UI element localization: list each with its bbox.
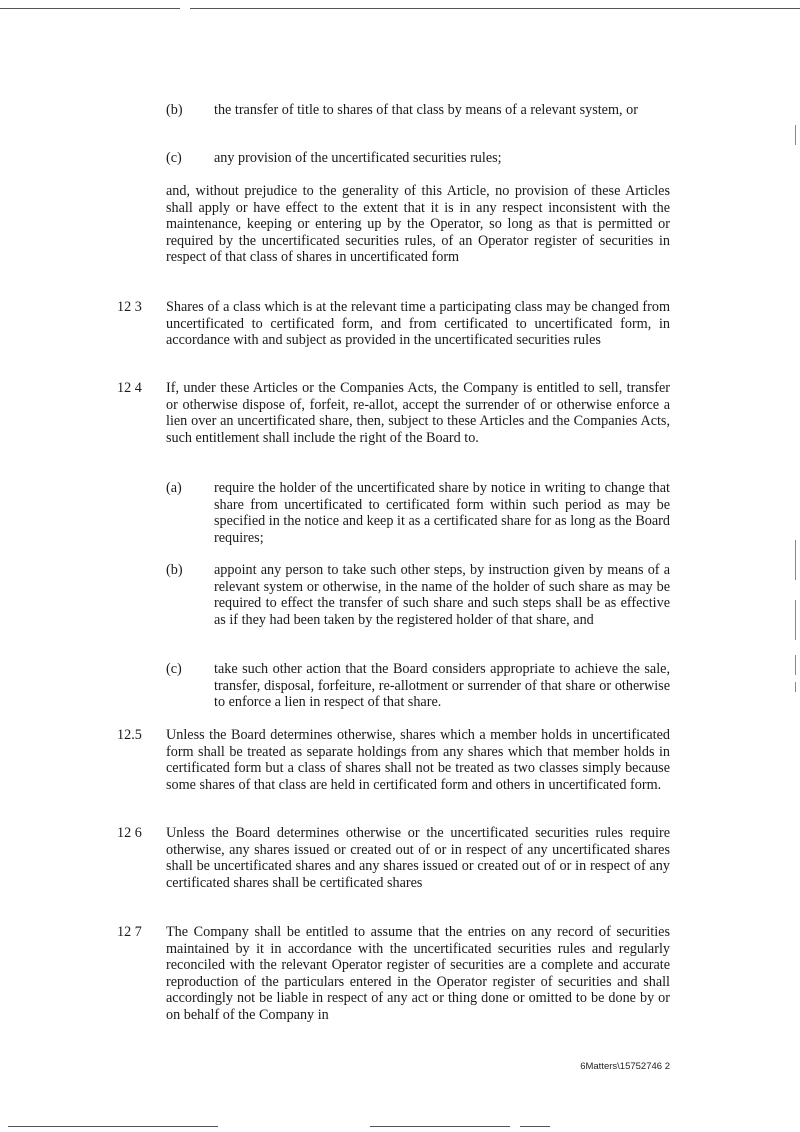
paragraph: and, without prejudice to the generality of this Article, no provision of these Articles shall apply or have effect to the extent that it is in any respect inconsistent with the maintenance, keeping or entering up by the Operator, so long as that is permitted or required by the uncertificated securities rules, of an Operator register of securities in respect of that class of shares in uncertificated form [166, 183, 670, 266]
clause-number: 12 7 [117, 924, 142, 940]
top-rule-left [0, 8, 180, 9]
list-label: (b) [166, 102, 183, 118]
list-item-text: appoint any person to take such other steps, by instruction given by means of a relevant system or otherwise, in the name of the holder of such share as may be required to effect the transfer of such share and such steps shall be as effective as if they had been taken by the registered holder of that share, and [214, 562, 670, 628]
margin-mark [795, 125, 796, 145]
list-item-text: require the holder of the uncertificated share by notice in writing to change that share from uncertificated to certificated form within such period as may be specified in the notice and keep it as a certificated share for as long as the Board requires; [214, 480, 670, 546]
list-label: (b) [166, 562, 183, 578]
list-label: (c) [166, 150, 182, 166]
bottom-rule-right [520, 1126, 550, 1127]
margin-mark [795, 600, 796, 640]
top-rule-right [190, 8, 800, 9]
list-label: (c) [166, 661, 182, 677]
list-label: (a) [166, 480, 182, 496]
clause-number: 12.5 [117, 727, 142, 743]
clause-number: 12 4 [117, 380, 142, 396]
clause-text: If, under these Articles or the Companies Acts, the Company is entitled to sell, transfer or otherwise dispose of, forfeit, re-allot, accept the surrender of or otherwise enforce a lien over an uncertificated share, then, subject to these Articles and the Companies Acts, such entitlement shall include the right of the Board to. [166, 380, 670, 446]
clause-text: Unless the Board determines otherwise or the uncertificated securities rules require otherwise, any shares issued or created out of or in respect of any uncertificated shares shall be uncertificated shares and any shares issued or created out of or in respect of any certificated shares shall be certificated shares [166, 825, 670, 891]
clause-text: Unless the Board determines otherwise, shares which a member holds in uncertificated form shall be treated as separate holdings from any shares which that member holds in certificated form but a class of shares shall not be treated as two classes simply because some shares of that class are held in certificated form and others in uncertificated form. [166, 727, 670, 793]
clause-text: The Company shall be entitled to assume that the entries on any record of securities maintained by it in accordance with the uncertificated securities rules and regularly reconciled with the relevant Operator register of securities are a complete and accurate reproduction of the particulars entered in the Operator register of securities and shall accordingly not be liable in respect of any act or thing done or omitted to be done by or on behalf of the Company in [166, 924, 670, 1023]
margin-mark [795, 540, 796, 580]
footer-reference: 6Matters\15752746 2 [580, 1061, 670, 1072]
clause-text: Shares of a class which is at the relevant time a participating class may be changed from uncertificated to certificated form, and from certificated to uncertificated form, in accordance with and subject as provided in the uncertificated securities rules [166, 299, 670, 349]
bottom-rule-left [8, 1126, 218, 1127]
list-item-text: any provision of the uncertificated securities rules; [214, 150, 502, 166]
list-item-text: the transfer of title to shares of that class by means of a relevant system, or [214, 102, 638, 118]
list-item-text: take such other action that the Board considers appropriate to achieve the sale, transfer, disposal, forfeiture, re-allotment or surrender of that share or otherwise to enforce a lien in respect of that share. [214, 661, 670, 711]
clause-number: 12 3 [117, 299, 142, 315]
clause-number: 12 6 [117, 825, 142, 841]
margin-mark [795, 655, 796, 675]
bottom-rule-mid [370, 1126, 510, 1127]
margin-mark [795, 682, 796, 692]
